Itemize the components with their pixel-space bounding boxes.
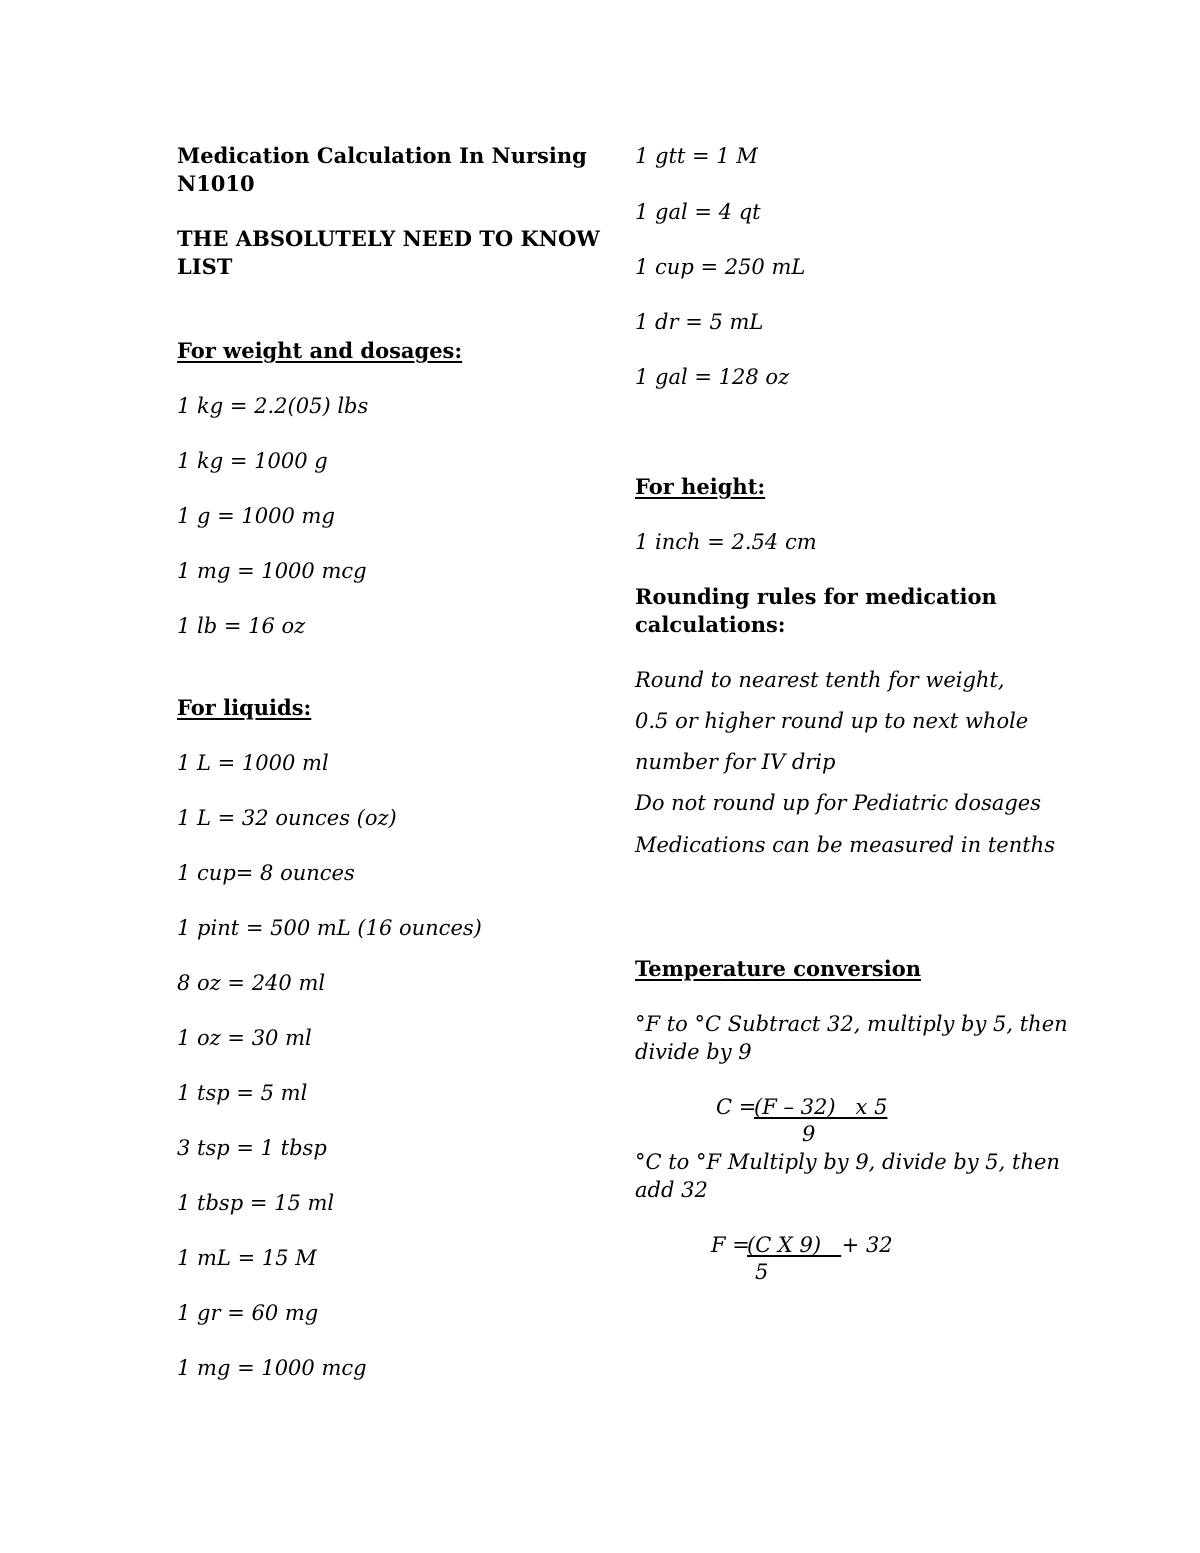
liquids-item: 1 tsp = 5 ml — [177, 1081, 308, 1105]
weight-item: 1 mg = 1000 mcg — [177, 559, 367, 583]
rounding-rule: Medications can be measured in tenths — [635, 833, 1055, 857]
liquids-item: 1 gr = 60 mg — [177, 1301, 319, 1325]
weight-item: 1 kg = 2.2(05) lbs — [177, 394, 369, 418]
formula-f-denominator: 5 — [755, 1260, 769, 1284]
liquids-item: 1 mL = 15 M — [177, 1246, 317, 1270]
liquids-item: 1 mg = 1000 mcg — [177, 1356, 367, 1380]
rounding-rule: 0.5 or higher round up to next whole — [635, 709, 1029, 733]
weight-item: 1 lb = 16 oz — [177, 614, 306, 638]
rounding-rule: number for IV drip — [635, 750, 836, 774]
formula-c-lhs: C = — [716, 1095, 757, 1119]
subtitle-line2: LIST — [177, 254, 233, 279]
liquids-item: 1 tbsp = 15 ml — [177, 1191, 335, 1215]
rounding-heading-line2: calculations: — [635, 612, 786, 637]
liquids-item: 1 pint = 500 mL (16 ounces) — [177, 916, 482, 940]
rounding-heading-line1: Rounding rules for medication — [635, 584, 997, 609]
liquids-item: 1 gtt = 1 M — [635, 144, 758, 168]
rounding-rule: Round to nearest tenth for weight, — [635, 668, 1005, 692]
f-to-c-line2: divide by 9 — [635, 1040, 752, 1064]
formula-c-denominator: 9 — [802, 1122, 816, 1146]
document-title-line2: N1010 — [177, 171, 255, 196]
liquids-item: 1 L = 32 ounces (oz) — [177, 806, 397, 830]
liquids-item: 3 tsp = 1 tbsp — [177, 1136, 327, 1160]
subtitle-line1: THE ABSOLUTELY NEED TO KNOW — [177, 226, 600, 251]
c-to-f-line2: add 32 — [635, 1178, 708, 1202]
liquids-item: 1 dr = 5 mL — [635, 310, 764, 334]
document-title-line1: Medication Calculation In Nursing — [177, 143, 587, 168]
liquids-item: 1 gal = 4 qt — [635, 200, 761, 224]
liquids-item: 1 cup = 250 mL — [635, 255, 806, 279]
c-to-f-line1: °C to °F Multiply by 9, divide by 5, then — [635, 1150, 1060, 1174]
liquids-item: 1 gal = 128 oz — [635, 365, 790, 389]
rounding-rule: Do not round up for Pediatric dosages — [635, 791, 1042, 815]
formula-f-numerator: (C X 9) — [747, 1233, 842, 1257]
formula-f-lhs: F = — [711, 1233, 750, 1257]
height-heading: For height: — [635, 474, 766, 499]
weight-heading: For weight and dosages: — [177, 338, 463, 363]
formula-c-numerator: (F – 32) x 5 — [754, 1095, 888, 1119]
liquids-item: 1 oz = 30 ml — [177, 1026, 312, 1050]
temperature-heading: Temperature conversion — [635, 956, 921, 981]
liquids-item: 8 oz = 240 ml — [177, 971, 326, 995]
formula-f-addend: + 32 — [835, 1233, 893, 1257]
liquids-heading: For liquids: — [177, 695, 312, 720]
liquids-item: 1 L = 1000 ml — [177, 751, 329, 775]
height-item: 1 inch = 2.54 cm — [635, 530, 817, 554]
weight-item: 1 g = 1000 mg — [177, 504, 335, 528]
f-to-c-line1: °F to °C Subtract 32, multiply by 5, then — [635, 1012, 1068, 1036]
weight-item: 1 kg = 1000 g — [177, 449, 328, 473]
liquids-item: 1 cup= 8 ounces — [177, 861, 355, 885]
